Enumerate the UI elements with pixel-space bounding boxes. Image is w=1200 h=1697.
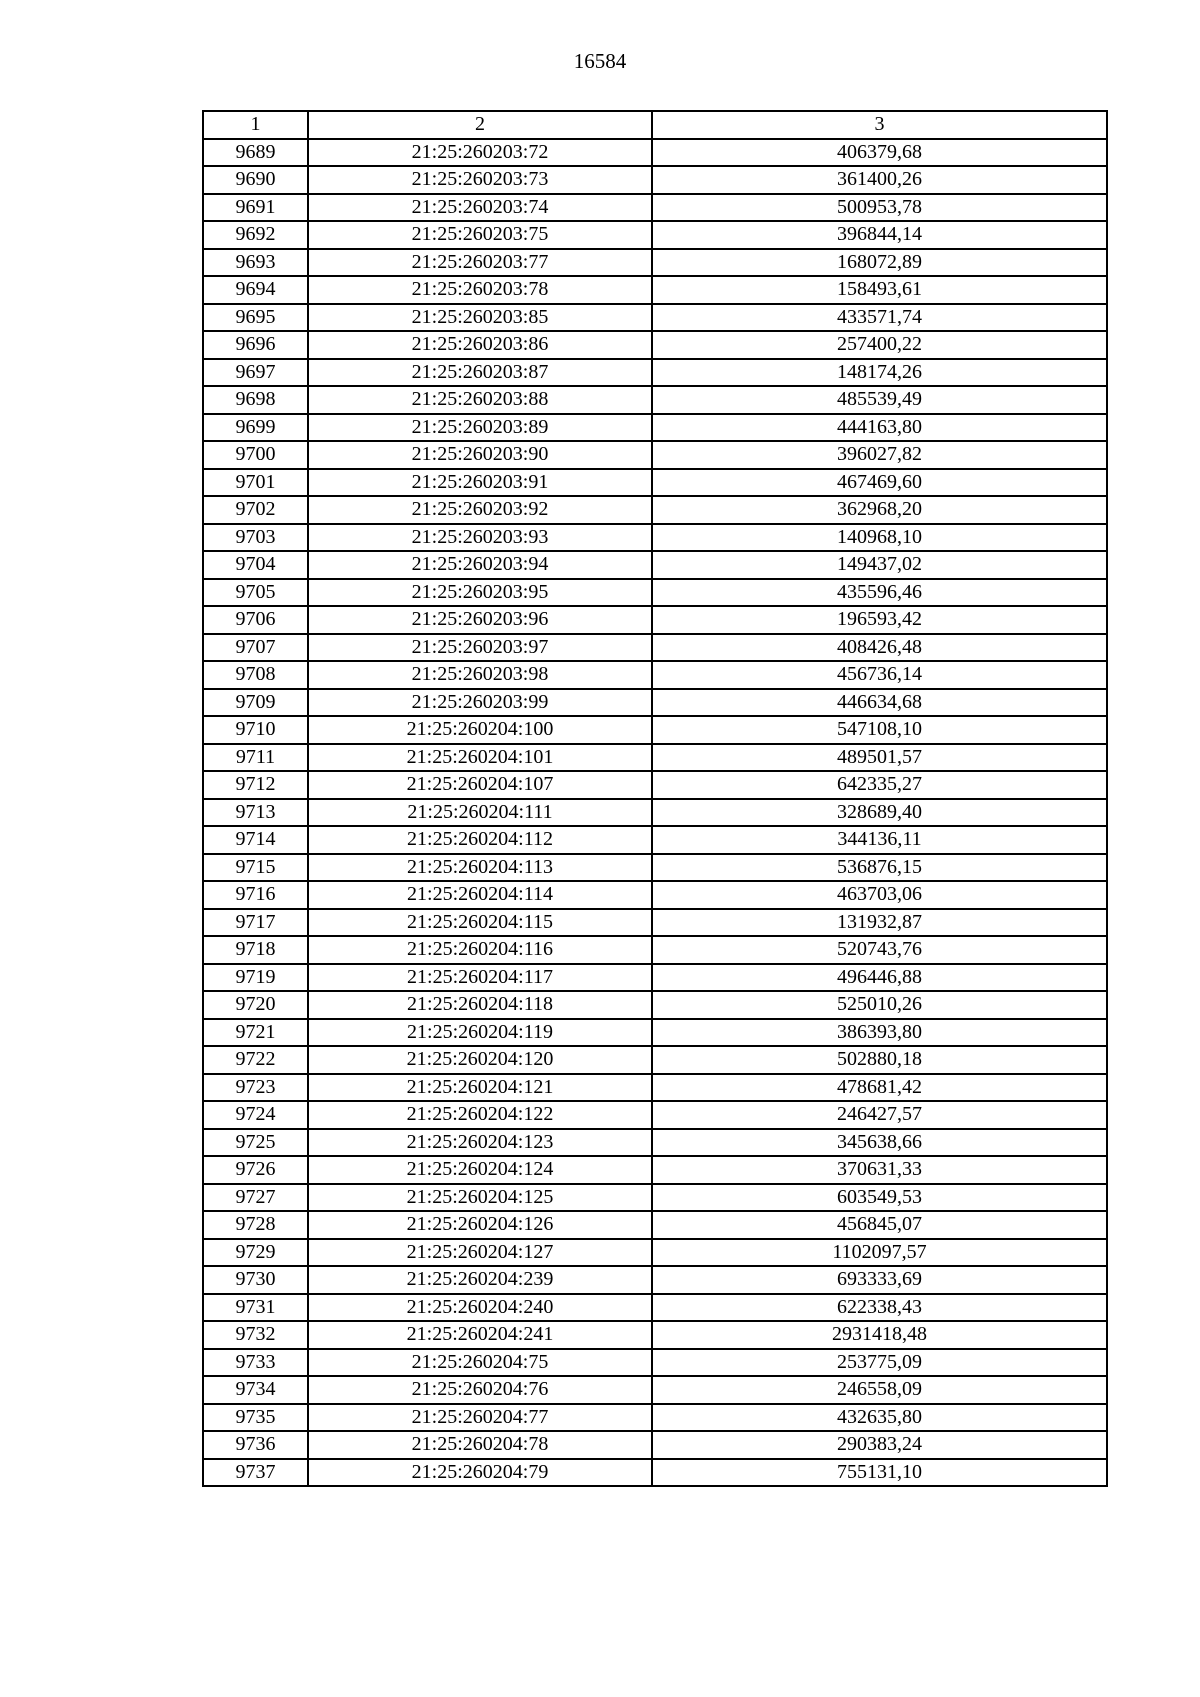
cadastral-number-cell: 21:25:260203:73 — [308, 166, 652, 194]
value-cell: 362968,20 — [652, 496, 1107, 524]
row-number-cell: 9730 — [203, 1266, 308, 1294]
row-number-cell: 9702 — [203, 496, 308, 524]
table-row — [203, 799, 1107, 827]
cadastral-number-cell: 21:25:260203:97 — [308, 634, 652, 662]
table-row — [203, 496, 1107, 524]
value-cell: 386393,80 — [652, 1019, 1107, 1047]
value-cell: 1102097,57 — [652, 1239, 1107, 1267]
value-cell: 642335,27 — [652, 771, 1107, 799]
row-number-cell: 9705 — [203, 579, 308, 607]
row-number-cell: 9733 — [203, 1349, 308, 1377]
row-number-cell: 9727 — [203, 1184, 308, 1212]
value-cell: 396844,14 — [652, 221, 1107, 249]
table-row — [203, 1211, 1107, 1239]
table-row — [203, 1074, 1107, 1102]
cadastral-number-cell: 21:25:260204:115 — [308, 909, 652, 937]
cadastral-number-cell: 21:25:260204:116 — [308, 936, 652, 964]
cadastral-number-cell: 21:25:260204:79 — [308, 1459, 652, 1487]
value-cell: 478681,42 — [652, 1074, 1107, 1102]
cadastral-number-cell: 21:25:260204:76 — [308, 1376, 652, 1404]
row-number-cell: 9693 — [203, 249, 308, 277]
row-number-cell: 9729 — [203, 1239, 308, 1267]
cadastral-number-cell: 21:25:260204:113 — [308, 854, 652, 882]
value-cell: 246427,57 — [652, 1101, 1107, 1129]
table-row — [203, 936, 1107, 964]
table-row — [203, 221, 1107, 249]
value-cell: 158493,61 — [652, 276, 1107, 304]
value-cell: 396027,82 — [652, 441, 1107, 469]
value-cell: 131932,87 — [652, 909, 1107, 937]
value-cell: 344136,11 — [652, 826, 1107, 854]
table-row — [203, 661, 1107, 689]
value-cell: 622338,43 — [652, 1294, 1107, 1322]
row-number-cell: 9712 — [203, 771, 308, 799]
table-row — [203, 1019, 1107, 1047]
value-cell: 496446,88 — [652, 964, 1107, 992]
cadastral-number-cell: 21:25:260203:95 — [308, 579, 652, 607]
table-row — [203, 634, 1107, 662]
cadastral-number-cell: 21:25:260204:78 — [308, 1431, 652, 1459]
column-header-3: 3 — [652, 111, 1107, 139]
table-row — [203, 1129, 1107, 1157]
row-number-cell: 9706 — [203, 606, 308, 634]
table-row — [203, 1376, 1107, 1404]
table-row — [203, 249, 1107, 277]
data-table — [202, 110, 1108, 1487]
cadastral-number-cell: 21:25:260203:90 — [308, 441, 652, 469]
value-cell: 196593,42 — [652, 606, 1107, 634]
row-number-cell: 9720 — [203, 991, 308, 1019]
cadastral-number-cell: 21:25:260203:86 — [308, 331, 652, 359]
value-cell: 149437,02 — [652, 551, 1107, 579]
cadastral-number-cell: 21:25:260204:112 — [308, 826, 652, 854]
cadastral-number-cell: 21:25:260203:91 — [308, 469, 652, 497]
cadastral-number-cell: 21:25:260204:124 — [308, 1156, 652, 1184]
cadastral-number-cell: 21:25:260204:77 — [308, 1404, 652, 1432]
cadastral-number-cell: 21:25:260204:122 — [308, 1101, 652, 1129]
row-number-cell: 9716 — [203, 881, 308, 909]
value-cell: 456845,07 — [652, 1211, 1107, 1239]
value-cell: 502880,18 — [652, 1046, 1107, 1074]
table-row — [203, 991, 1107, 1019]
table-row — [203, 276, 1107, 304]
value-cell: 520743,76 — [652, 936, 1107, 964]
value-cell: 432635,80 — [652, 1404, 1107, 1432]
cadastral-number-cell: 21:25:260204:101 — [308, 744, 652, 772]
table-row — [203, 469, 1107, 497]
cadastral-number-cell: 21:25:260203:98 — [308, 661, 652, 689]
row-number-cell: 9728 — [203, 1211, 308, 1239]
row-number-cell: 9723 — [203, 1074, 308, 1102]
cadastral-number-cell: 21:25:260204:120 — [308, 1046, 652, 1074]
cadastral-number-cell: 21:25:260203:87 — [308, 359, 652, 387]
row-number-cell: 9722 — [203, 1046, 308, 1074]
cadastral-number-cell: 21:25:260204:240 — [308, 1294, 652, 1322]
table-row — [203, 1459, 1107, 1487]
cadastral-number-cell: 21:25:260203:75 — [308, 221, 652, 249]
value-cell: 370631,33 — [652, 1156, 1107, 1184]
value-cell: 328689,40 — [652, 799, 1107, 827]
value-cell: 547108,10 — [652, 716, 1107, 744]
table-row — [203, 524, 1107, 552]
cadastral-number-cell: 21:25:260203:92 — [308, 496, 652, 524]
row-number-cell: 9725 — [203, 1129, 308, 1157]
table-row — [203, 414, 1107, 442]
value-cell: 408426,48 — [652, 634, 1107, 662]
row-number-cell: 9718 — [203, 936, 308, 964]
row-number-cell: 9717 — [203, 909, 308, 937]
table-row — [203, 166, 1107, 194]
page-number: 16584 — [573, 49, 627, 73]
row-number-cell: 9715 — [203, 854, 308, 882]
row-number-cell: 9737 — [203, 1459, 308, 1487]
value-cell: 290383,24 — [652, 1431, 1107, 1459]
value-cell: 246558,09 — [652, 1376, 1107, 1404]
row-number-cell: 9694 — [203, 276, 308, 304]
value-cell: 446634,68 — [652, 689, 1107, 717]
table-row — [203, 194, 1107, 222]
value-cell: 536876,15 — [652, 854, 1107, 882]
cadastral-number-cell: 21:25:260204:114 — [308, 881, 652, 909]
cadastral-number-cell: 21:25:260203:74 — [308, 194, 652, 222]
value-cell: 603549,53 — [652, 1184, 1107, 1212]
table-row — [203, 331, 1107, 359]
value-cell: 463703,06 — [652, 881, 1107, 909]
value-cell: 2931418,48 — [652, 1321, 1107, 1349]
table-row — [203, 579, 1107, 607]
table-row — [203, 386, 1107, 414]
value-cell: 489501,57 — [652, 744, 1107, 772]
cadastral-number-cell: 21:25:260204:107 — [308, 771, 652, 799]
table-row — [203, 964, 1107, 992]
row-number-cell: 9710 — [203, 716, 308, 744]
table-row — [203, 139, 1107, 167]
cadastral-number-cell: 21:25:260203:72 — [308, 139, 652, 167]
table-row — [203, 1239, 1107, 1267]
cadastral-number-cell: 21:25:260204:75 — [308, 1349, 652, 1377]
column-header-2: 2 — [308, 111, 652, 139]
row-number-cell: 9703 — [203, 524, 308, 552]
row-number-cell: 9692 — [203, 221, 308, 249]
row-number-cell: 9690 — [203, 166, 308, 194]
row-number-cell: 9708 — [203, 661, 308, 689]
row-number-cell: 9709 — [203, 689, 308, 717]
table-row — [203, 1431, 1107, 1459]
value-cell: 435596,46 — [652, 579, 1107, 607]
row-number-cell: 9701 — [203, 469, 308, 497]
value-cell: 361400,26 — [652, 166, 1107, 194]
cadastral-number-cell: 21:25:260203:89 — [308, 414, 652, 442]
row-number-cell: 9696 — [203, 331, 308, 359]
table-row — [203, 826, 1107, 854]
cadastral-number-cell: 21:25:260203:99 — [308, 689, 652, 717]
header-row — [203, 111, 1107, 139]
value-cell: 345638,66 — [652, 1129, 1107, 1157]
row-number-cell: 9689 — [203, 139, 308, 167]
cadastral-number-cell: 21:25:260204:100 — [308, 716, 652, 744]
cadastral-number-cell: 21:25:260204:127 — [308, 1239, 652, 1267]
table-row — [203, 1156, 1107, 1184]
value-cell: 257400,22 — [652, 331, 1107, 359]
cadastral-number-cell: 21:25:260204:241 — [308, 1321, 652, 1349]
value-cell: 148174,26 — [652, 359, 1107, 387]
value-cell: 168072,89 — [652, 249, 1107, 277]
row-number-cell: 9726 — [203, 1156, 308, 1184]
row-number-cell: 9734 — [203, 1376, 308, 1404]
value-cell: 456736,14 — [652, 661, 1107, 689]
row-number-cell: 9699 — [203, 414, 308, 442]
cadastral-number-cell: 21:25:260203:85 — [308, 304, 652, 332]
cadastral-number-cell: 21:25:260204:125 — [308, 1184, 652, 1212]
table-row — [203, 304, 1107, 332]
cadastral-number-cell: 21:25:260203:88 — [308, 386, 652, 414]
table-row — [203, 1266, 1107, 1294]
table-row — [203, 1404, 1107, 1432]
value-cell: 485539,49 — [652, 386, 1107, 414]
cadastral-number-cell: 21:25:260203:93 — [308, 524, 652, 552]
row-number-cell: 9707 — [203, 634, 308, 662]
table-row — [203, 1349, 1107, 1377]
table-row — [203, 744, 1107, 772]
table-row — [203, 689, 1107, 717]
row-number-cell: 9713 — [203, 799, 308, 827]
cadastral-number-cell: 21:25:260204:126 — [308, 1211, 652, 1239]
cadastral-number-cell: 21:25:260204:121 — [308, 1074, 652, 1102]
value-cell: 467469,60 — [652, 469, 1107, 497]
cadastral-number-cell: 21:25:260204:111 — [308, 799, 652, 827]
value-cell: 406379,68 — [652, 139, 1107, 167]
cadastral-number-cell: 21:25:260204:118 — [308, 991, 652, 1019]
row-number-cell: 9697 — [203, 359, 308, 387]
value-cell: 444163,80 — [652, 414, 1107, 442]
table-row — [203, 359, 1107, 387]
value-cell: 433571,74 — [652, 304, 1107, 332]
table-row — [203, 551, 1107, 579]
row-number-cell: 9736 — [203, 1431, 308, 1459]
row-number-cell: 9704 — [203, 551, 308, 579]
row-number-cell: 9691 — [203, 194, 308, 222]
cadastral-number-cell: 21:25:260203:94 — [308, 551, 652, 579]
cadastral-number-cell: 21:25:260204:239 — [308, 1266, 652, 1294]
cadastral-number-cell: 21:25:260203:78 — [308, 276, 652, 304]
value-cell: 525010,26 — [652, 991, 1107, 1019]
value-cell: 755131,10 — [652, 1459, 1107, 1487]
row-number-cell: 9711 — [203, 744, 308, 772]
table-row — [203, 1184, 1107, 1212]
value-cell: 693333,69 — [652, 1266, 1107, 1294]
row-number-cell: 9714 — [203, 826, 308, 854]
cadastral-number-cell: 21:25:260203:96 — [308, 606, 652, 634]
table-row — [203, 881, 1107, 909]
cadastral-number-cell: 21:25:260204:119 — [308, 1019, 652, 1047]
table-body — [203, 139, 1107, 1487]
cadastral-number-cell: 21:25:260203:77 — [308, 249, 652, 277]
table-row — [203, 1321, 1107, 1349]
table-row — [203, 1046, 1107, 1074]
table-row — [203, 1294, 1107, 1322]
table-row — [203, 716, 1107, 744]
row-number-cell: 9732 — [203, 1321, 308, 1349]
value-cell: 500953,78 — [652, 194, 1107, 222]
column-header-1: 1 — [203, 111, 308, 139]
value-cell: 253775,09 — [652, 1349, 1107, 1377]
row-number-cell: 9731 — [203, 1294, 308, 1322]
row-number-cell: 9721 — [203, 1019, 308, 1047]
table-row — [203, 771, 1107, 799]
cadastral-number-cell: 21:25:260204:117 — [308, 964, 652, 992]
row-number-cell: 9700 — [203, 441, 308, 469]
table-row — [203, 909, 1107, 937]
row-number-cell: 9735 — [203, 1404, 308, 1432]
table-row — [203, 1101, 1107, 1129]
table-row — [203, 854, 1107, 882]
table-row — [203, 606, 1107, 634]
table-header — [203, 111, 1107, 139]
table-row — [203, 441, 1107, 469]
row-number-cell: 9698 — [203, 386, 308, 414]
cadastral-number-cell: 21:25:260204:123 — [308, 1129, 652, 1157]
row-number-cell: 9695 — [203, 304, 308, 332]
row-number-cell: 9724 — [203, 1101, 308, 1129]
row-number-cell: 9719 — [203, 964, 308, 992]
value-cell: 140968,10 — [652, 524, 1107, 552]
